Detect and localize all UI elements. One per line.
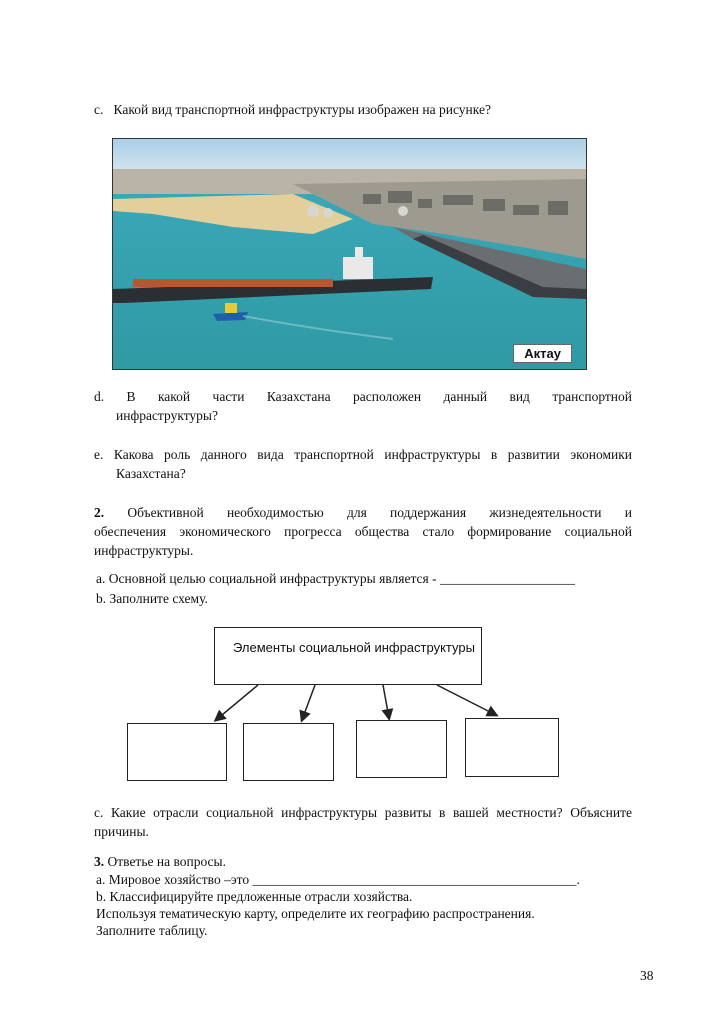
task-3d: Заполните таблицу.: [96, 923, 208, 938]
question-e-line2: Казахстана?: [116, 466, 186, 481]
scheme-box-4[interactable]: [465, 718, 559, 777]
task-2-line3: инфраструктуры.: [94, 543, 194, 558]
scheme-box-3[interactable]: [356, 720, 447, 778]
arrow-3: [383, 685, 389, 718]
question-d-letter: d.: [94, 389, 105, 404]
task-3b: b. Классифицируйте предложенные отрасли хозяйства.: [96, 889, 413, 904]
page-number: 38: [640, 968, 654, 983]
task-3a: a. Мировое хозяйство –это ________________________________________________.: [96, 872, 580, 887]
question-c2: [94, 803, 632, 841]
question-d-line2: инфраструктуры?: [116, 408, 218, 423]
question-e-line1: Какова роль данного вида транспортной инфраструктуры в развитии экономики: [113, 447, 633, 462]
task-2-line1: Объективной необходимостью для поддержания жизнедеятельности и: [127, 505, 632, 520]
question-c2-line2: причины.: [94, 824, 149, 839]
scheme-box-1[interactable]: [127, 723, 227, 781]
task-3-heading: Ответье на вопросы.: [104, 854, 226, 869]
scheme-title: Элементы социальной инфраструктуры: [233, 640, 475, 655]
task-2b: b. Заполните схему.: [96, 591, 208, 606]
question-e-letter: e.: [94, 447, 104, 462]
task-3c: Используя тематическую карту, определите их географию распространения.: [96, 906, 535, 921]
question-c-letter: c.: [94, 102, 104, 117]
scheme-box-2[interactable]: [243, 723, 334, 781]
arrow-1: [216, 685, 258, 720]
photo-caption: Актау: [513, 344, 572, 363]
arrow-4: [437, 685, 496, 715]
task-3-number: 3.: [94, 854, 105, 869]
task-2-number: 2.: [94, 505, 105, 520]
task-2-line2: обеспечения экономического прогресса общества стало формирование социальной: [94, 524, 632, 539]
question-c2-line1: c. Какие отрасли социальной инфраструктуры развиты в вашей местности? Объясните: [94, 805, 632, 820]
arrow-2: [302, 685, 315, 720]
task-2a: a. Основной целью социальной инфраструктуры является - ____________________: [96, 571, 575, 586]
question-c-text: Какой вид транспортной инфраструктуры изображен на рисунке?: [113, 102, 491, 117]
question-d-line1: В какой части Казахстана расположен данный вид транспортной: [126, 389, 633, 404]
task-3-heading-line: [94, 853, 226, 871]
